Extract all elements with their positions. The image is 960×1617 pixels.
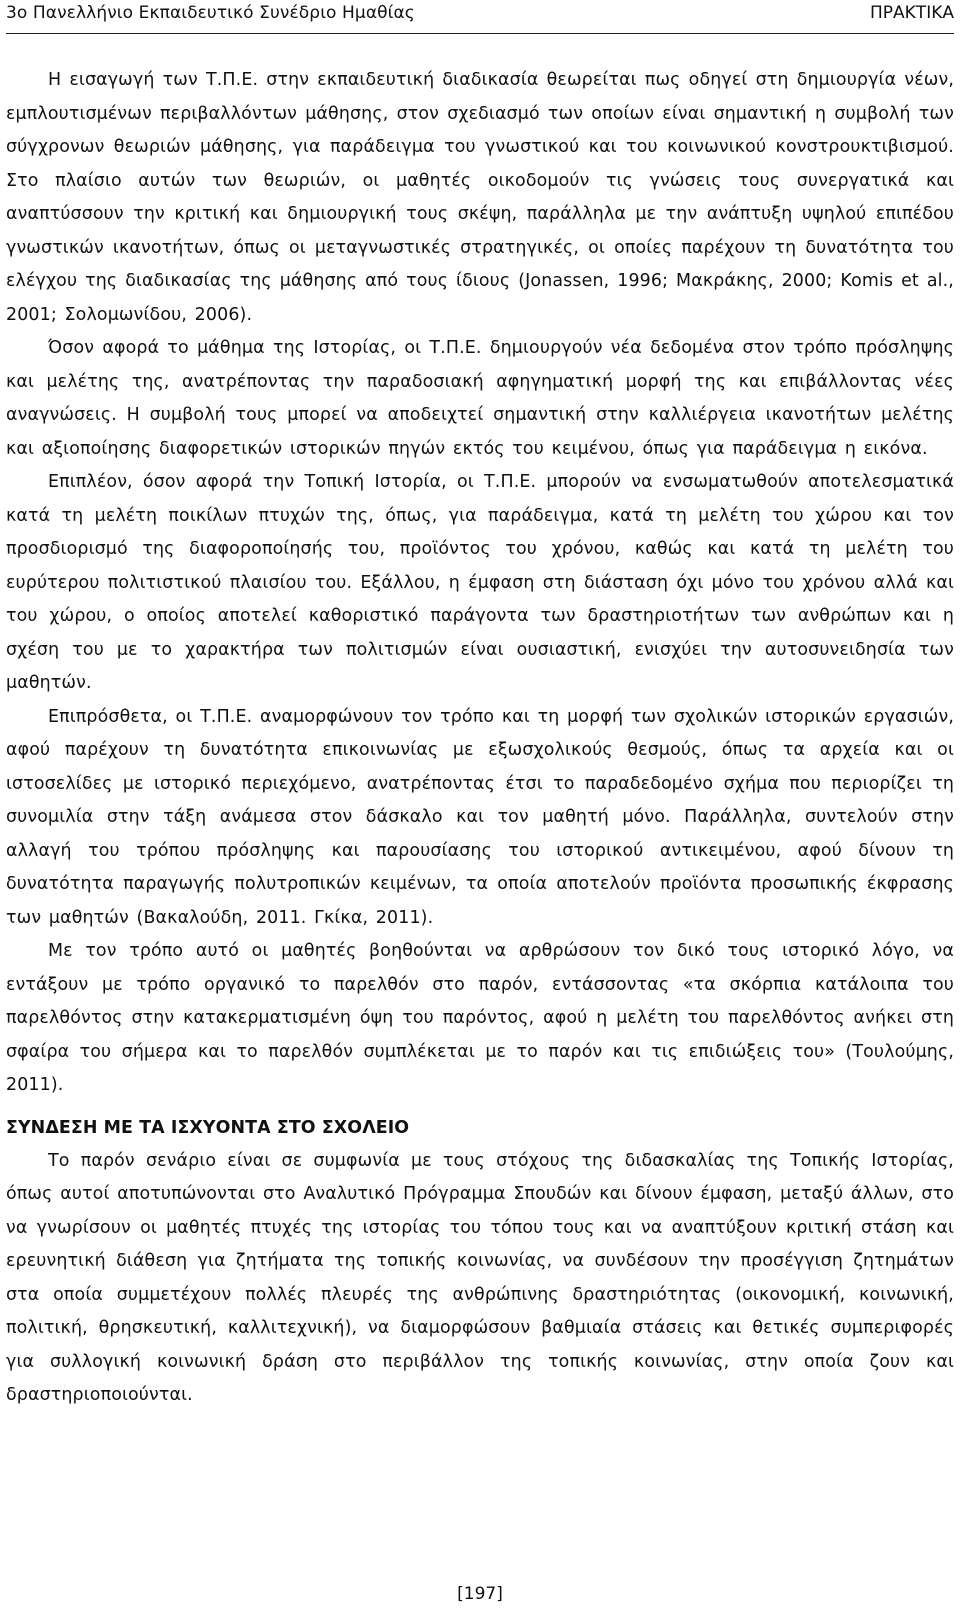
paragraph-historical-discourse: Με τον τρόπο αυτό οι μαθητές βοηθούνται να αρθρώσουν τον δικό τους ιστορικό λόγο, να εντάξουν με τρόπο οργανικό το παρελθόν στο παρόν, εντάσσοντας «τα σκόρπια κατάλοιπα του παρελθόντος στην κατακερματισμένη όψη του παρόντος, αφού η μελέτη του παρελθόντος ανήκει στη σφαίρα του σήμερα και το παρελθόν συμπλέκεται με το παρόν και τις επιδιώξεις του» (Τουλούμης, 2011). (6, 941, 954, 1095)
conference-title: 3ο Πανελλήνιο Εκπαιδευτικό Συνέδριο Ημαθίας (6, 3, 415, 23)
paragraph-curriculum-link: Το παρόν σενάριο είναι σε συμφωνία με τους στόχους της διδασκαλίας της Τοπικής Ιστορίας, όπως αυτοί αποτυπώνονται στο Αναλυτικό Πρόγραμμα Σπουδών και δίνουν έμφαση, μεταξύ άλλων, στο να γνωρίσουν οι μαθητές πτυχές της ιστορίας του τόπου τους και να αναπτύξουν κριτική στάση και ερευνητική διάθεση για ζητήματα της τοπικής κοινωνίας, να συνδέσουν την προσέγγιση ζητημάτων στα οποία συμμετέχουν πολλές πλευρές της ανθρώπινης δραστηριότητας (οικονομική, κοινωνική, πολιτική, θρησκευτική, καλλιτεχνική), να διαμορφώσουν βαθμιαία στάσεις και θετικές συμπεριφορές για συλλογική κοινωνική δράση στο περιβάλλον της τοπικής κοινωνίας, στην οποία ζουν και δραστηριοποιούνται. (6, 1150, 954, 1405)
paragraph-school-projects: Επιπρόσθετα, οι Τ.Π.Ε. αναμορφώνουν τον τρόπο και τη μορφή των σχολικών ιστορικών εργασιών, αφού παρέχουν τη δυνατότητα επικοινωνίας με εξωσχολικούς θεσμούς, όπως τα αρχεία και οι ιστοσελίδες με ιστορικό περιεχόμενο, ανατρέποντας έτσι το παραδεδομένο σχήμα που περιορίζει τη συνομιλία στην τάξη ανάμεσα στον δάσκαλο και τον μαθητή μόνο. Παράλληλα, συντελούν στην αλλαγή του τρόπου πρόσληψης και παρουσίασης του ιστορικού αντικειμένου, αφού δίνουν τη δυνατότητα παραγωγής πολυτροπικών κειμένων, τα οποία αποτελούν προϊόντα προσωπικής έκφρασης των μαθητών (Βακαλούδη, 2011. Γκίκα, 2011). (6, 706, 954, 928)
proceedings-label: ΠΡΑΚΤΙΚΑ (870, 3, 954, 23)
page-number: [197] (457, 1584, 503, 1604)
paragraph-ict-introduction: Η εισαγωγή των Τ.Π.Ε. στην εκπαιδευτική διαδικασία θεωρείται πως οδηγεί στη δημιουργία νέων, εμπλουτισμένων περιβαλλόντων μάθησης, στον σχεδιασμό των οποίων είναι σημαντική η συμβολή των σύγχρονων θεωριών μάθησης, για παράδειγμα του γνωστικού και του κοινωνικού κονστρουκτιβισμού. Στο πλαίσιο αυτών των θεωριών, οι μαθητές οικοδομούν τις γνώσεις τους συνεργατικά και αναπτύσσουν την κριτική και δημιουργική τους σκέψη, παράλληλα με την ανάπτυξη υψηλού επιπέδου γνωστικών ικανοτήτων, όπως οι μεταγνωστικές στρατηγικές, οι οποίες παρέχουν τη δυνατότητα του ελέγχου της διαδικασίας της μάθησης από τους ίδιους (Jonassen, 1996; Μακράκης, 2000; Komis et al., 2001; Σολομωνίδου, 2006). (6, 70, 954, 325)
page-body (6, 64, 954, 1413)
paragraph-history-lesson: Όσον αφορά το μάθημα της Ιστορίας, οι Τ.Π.Ε. δημιουργούν νέα δεδομένα στον τρόπο πρόσληψης και μελέτης της, ανατρέποντας την παραδοσιακή αφηγηματική μορφή της και επιβάλλοντας νέες αναγνώσεις. Η συμβολή τους μπορεί να αποδειχτεί σημαντική στην καλλιέργεια ικανοτήτων μελέτης και αξιοποίησης διαφορετικών ιστορικών πηγών εκτός του κειμένου, όπως για παράδειγμα η εικόνα. (6, 338, 954, 459)
paragraph-local-history: Επιπλέον, όσον αφορά την Τοπική Ιστορία, οι Τ.Π.Ε. μπορούν να ενσωματωθούν αποτελεσματικά κατά τη μελέτη ποικίλων πτυχών της, όπως, για παράδειγμα, κατά τη μελέτη του χώρου και τον προσδιορισμό της διαφοροποίησής του, προϊόντος του χρόνου, καθώς και κατά τη μελέτη του ευρύτερου πολιτιστικού πλαισίου του. Εξάλλου, η έμφαση στη διάσταση όχι μόνο του χρόνου αλλά και του χώρου, ο οποίος αποτελεί καθοριστικό παράγοντα των δραστηριοτήτων των ανθρώπων και η σχέση του με το χαρακτήρα των πολιτισμών είναι ουσιαστική, ενισχύει την αυτοσυνειδησία των μαθητών. (6, 472, 954, 693)
page-header (6, 0, 954, 34)
section-heading: ΣΥΝΔΕΣΗ ΜΕ ΤΑ ΙΣΧΥΟΝΤΑ ΣΤΟ ΣΧΟΛΕΙΟ (6, 1117, 410, 1138)
